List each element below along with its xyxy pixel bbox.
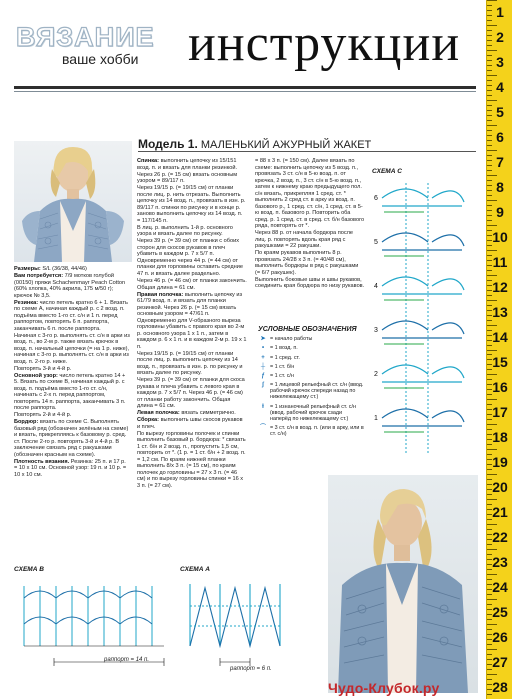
header-divider xyxy=(14,86,476,89)
paragraph xyxy=(137,417,247,430)
ruler-tick xyxy=(487,250,497,251)
ruler-tick xyxy=(487,409,492,410)
ruler-tick xyxy=(487,414,492,415)
ruler-tick xyxy=(487,85,492,86)
ruler-tick xyxy=(487,679,492,680)
ruler-tick xyxy=(487,524,497,525)
ruler-tick xyxy=(487,364,492,365)
scheme-c-diagram xyxy=(372,178,472,458)
legend-item xyxy=(256,373,364,379)
paragraph xyxy=(255,250,365,276)
paragraph-heading: Плотность вязания. xyxy=(14,458,70,465)
brand-title: ВЯЗАНИЕ xyxy=(16,22,155,52)
ruler-label: 7 xyxy=(496,154,504,171)
ruler-tick xyxy=(487,604,492,605)
ruler-tick xyxy=(487,170,492,171)
ruler-tick xyxy=(487,160,492,161)
paragraph xyxy=(137,185,247,224)
ruler-tick xyxy=(487,689,492,690)
ruler-tick xyxy=(487,549,497,550)
paragraph-heading: Основной узор: xyxy=(14,372,58,379)
ruler-tick xyxy=(487,55,492,56)
paragraph xyxy=(255,230,365,250)
ruler-tick xyxy=(487,25,497,26)
ruler-tick xyxy=(487,464,492,465)
ruler-tick xyxy=(487,345,492,346)
legend-item xyxy=(256,425,364,437)
ruler-label: 13 xyxy=(492,304,508,321)
ruler-tick xyxy=(487,275,497,276)
paragraph-text: Через 26 р. (= 15 см) вязать основным узором = 89/117 п. xyxy=(137,171,238,184)
paragraph-text: выполнить швы скосов рукавов и плеч. xyxy=(137,417,243,430)
ruler-tick xyxy=(487,90,492,91)
ruler-label: 15 xyxy=(492,353,508,370)
model-photo-front xyxy=(14,141,132,262)
ruler-tick xyxy=(487,235,492,236)
ruler-tick xyxy=(487,499,497,500)
paragraph-heading: Бордюр: xyxy=(14,419,39,425)
legend-item xyxy=(256,404,364,422)
ruler-tick xyxy=(487,509,492,510)
ruler-tick xyxy=(487,579,492,580)
ruler-tick xyxy=(487,654,492,655)
ruler-tick xyxy=(487,140,492,141)
paragraph xyxy=(14,412,130,419)
paragraph xyxy=(14,373,130,412)
ruler-tick xyxy=(487,120,492,121)
ruler-tick xyxy=(487,270,492,271)
ruler-tick xyxy=(487,609,492,610)
ruler-label: 20 xyxy=(492,478,508,495)
paragraph xyxy=(255,158,365,230)
scheme-a-repeat: раппорт = 6 п. xyxy=(230,666,272,672)
scheme-c-row-number: 2 xyxy=(374,371,378,378)
scheme-c-motif xyxy=(382,277,464,294)
ruler-tick xyxy=(487,539,492,540)
legend-symbol-icon: ➤ xyxy=(260,336,266,342)
legend-symbol-icon: ∫ xyxy=(262,382,264,389)
ruler-tick xyxy=(487,504,492,505)
legend-symbol-icon: ƒ xyxy=(261,373,265,380)
ruler-label: 28 xyxy=(492,678,508,695)
ruler-tick xyxy=(487,155,492,156)
legend-text: = 1 сред. ст. xyxy=(270,354,300,361)
paragraph-heading: Спинка: xyxy=(137,158,160,164)
legend-text: = 3 ст. с/н в возд. п. (или в арку, или в ст. с/н) xyxy=(270,425,364,438)
legend-symbol-icon: • xyxy=(261,345,265,352)
ruler-tick xyxy=(487,399,497,400)
ruler-tick xyxy=(487,295,492,296)
ruler-tick xyxy=(487,439,492,440)
scheme-c-motif xyxy=(382,321,464,338)
paragraph-text: Через 46 р. (= 46 см) от планки закончить. xyxy=(137,277,247,284)
paragraph-heading: Правая полочка: xyxy=(137,291,184,298)
ruler-tick xyxy=(487,60,492,61)
ruler-tick xyxy=(487,459,492,460)
paragraph xyxy=(137,285,247,292)
ruler-tick xyxy=(487,594,492,595)
ruler-tick xyxy=(487,180,492,181)
ruler-tick xyxy=(487,195,492,196)
ruler-tick xyxy=(487,260,492,261)
ruler-tick xyxy=(487,65,492,66)
paragraph-heading: Сборка: xyxy=(137,417,160,423)
paragraph-heading: Резинка: xyxy=(14,299,39,306)
scheme-b-repeat: раппорт = 14 п. xyxy=(104,657,150,663)
legend-text: = 1 лицевой рельефный ст. с/н (ввод. рабочий крючок спереди назад по нижележащему ст.) xyxy=(270,382,364,401)
ruler-tick xyxy=(487,434,492,435)
ruler-label: 6 xyxy=(496,129,504,146)
paragraph-text: Повторять 2-й и 4-й р. xyxy=(14,412,72,418)
paragraph xyxy=(137,158,247,171)
paragraph xyxy=(137,431,247,490)
paragraph-text: По краям рукавов выполнить 8 р. провязать 24/28 х 3 п. (= 40/48 см), выполнить бордюры в ряд с ракушками (= 6/7 ракушек). xyxy=(255,250,359,276)
ruler-tick xyxy=(487,240,492,241)
ruler-tick xyxy=(487,225,497,226)
ruler-tick xyxy=(487,624,497,625)
ruler-tick xyxy=(487,694,492,695)
ruler-label: 4 xyxy=(496,79,504,96)
legend-text: = 1 ст. с/н xyxy=(270,373,294,380)
paragraph xyxy=(14,459,130,479)
paragraph xyxy=(14,419,130,458)
ruler-tick xyxy=(487,185,492,186)
legend-text: = 1 ст. б/н xyxy=(270,363,295,370)
paragraph-text: Общая длина = 61 см. xyxy=(137,284,196,291)
ruler-tick xyxy=(487,15,492,16)
paragraph xyxy=(137,238,247,277)
ruler-tick xyxy=(487,30,492,31)
ruler-tick xyxy=(487,634,492,635)
scheme-b-diagram xyxy=(14,576,174,676)
ruler-tick xyxy=(487,599,497,600)
ruler-tick xyxy=(487,190,492,191)
ruler-tick xyxy=(487,265,492,266)
legend xyxy=(256,336,364,440)
paragraph xyxy=(14,273,130,299)
ruler-tick xyxy=(487,105,492,106)
ruler-tick xyxy=(487,479,492,480)
ruler-tick xyxy=(487,564,492,565)
ruler-label: 5 xyxy=(496,104,504,121)
ruler-tick xyxy=(487,529,492,530)
ruler-label: 24 xyxy=(492,578,508,595)
paragraph-text: Через 19/15 р. (= 19/15 см) от планки после лиц. р. нить отрезать. Выполнить цепочку из 14 возд. п., провязать в изн. р. 89/117 п. спинки по рисунку и в конце р. заново выполнить цепочку из 14 возд. п. = 117/145 п. xyxy=(137,185,246,224)
ruler-tick xyxy=(487,629,492,630)
ruler-tick xyxy=(487,494,492,495)
ruler-tick xyxy=(487,300,497,301)
paragraph-heading: Размеры: xyxy=(14,266,41,272)
model-name: МАЛЕНЬКИЙ АЖУРНЫЙ ЖАКЕТ xyxy=(200,139,372,151)
ruler-tick xyxy=(487,75,497,76)
ruler-label: 26 xyxy=(492,628,508,645)
legend-title: УСЛОВНЫЕ ОБОЗНАЧЕНИЯ xyxy=(258,326,357,333)
ruler-tick xyxy=(487,285,492,286)
ruler-label: 27 xyxy=(492,653,508,670)
paragraph-text: вязать по схеме С. Выполнять базовый ряд (обозначен зелёным на схеме) и вязать, прикрепляясь к базовому р. сред. ст. После 2-го р. повторять 3-й и 4-й р. В заключение связать ряд с ракушками (обозначен красным на схеме). xyxy=(14,419,129,458)
paragraph xyxy=(14,266,130,273)
ruler-tick xyxy=(487,619,492,620)
scheme-c-label: СХЕМА С xyxy=(372,168,402,175)
ruler-tick xyxy=(487,110,492,111)
ruler-tick xyxy=(487,674,497,675)
ruler-label: 22 xyxy=(492,528,508,545)
model-divider xyxy=(138,151,476,152)
paragraph xyxy=(137,410,247,417)
ruler-tick xyxy=(487,589,492,590)
paragraph-text: число петель кратно 14 + 5. Вязать по схеме В, начиная каждый р. с возд. п. подъёма вместо 1-го ст. с/н, начинать с 2-х п. перед раппортом, повторять 14 п. раппорта, заканчивать 3 п. после раппорта. xyxy=(14,372,126,411)
ruler-tick xyxy=(487,70,492,71)
ruler-tick xyxy=(487,135,492,136)
ruler-tick xyxy=(487,80,492,81)
ruler-tick xyxy=(487,20,492,21)
paragraph-text: 7/9 мотков голубой (00150) пряжи Schachenmayr Peach Cotton (60% хлопка, 40% акрила, 175 м/50 г); крючок № 3,5. xyxy=(14,273,126,299)
paragraph-heading: Левая полочка: xyxy=(137,410,180,416)
scheme-c-motif xyxy=(382,233,464,250)
ruler-tick xyxy=(487,419,492,420)
ruler-tick xyxy=(487,50,497,51)
scheme-b xyxy=(14,566,174,686)
scheme-c-row-number: 3 xyxy=(374,327,378,334)
paragraph-text: вязать симметрично. xyxy=(179,410,236,416)
ruler-tick xyxy=(487,230,492,231)
ruler-tick xyxy=(487,125,497,126)
paragraph-text: В лиц. р. выполнить 1-й р. основного узора и вязать далее по рисунку. xyxy=(137,224,233,237)
ruler-tick xyxy=(487,584,492,585)
ruler-tick xyxy=(487,519,492,520)
paragraph xyxy=(14,366,130,373)
ruler-tick xyxy=(487,684,492,685)
ruler-tick xyxy=(487,200,497,201)
ruler-label: 11 xyxy=(492,254,508,271)
ruler-tick xyxy=(487,335,492,336)
ruler-tick xyxy=(487,145,492,146)
paragraph xyxy=(137,351,247,377)
ruler-tick xyxy=(487,280,492,281)
measuring-ruler xyxy=(486,0,512,699)
paragraph-text: Повторять 3-й и 4-й р. xyxy=(14,365,72,372)
ruler-tick xyxy=(487,255,492,256)
ruler-tick xyxy=(487,474,497,475)
ruler-tick xyxy=(487,424,497,425)
page-title: инструкции xyxy=(188,15,461,72)
ruler-tick xyxy=(487,544,492,545)
paragraph-text: Начиная с 3-го р. выполнять ст. с/н в арки из возд. п., во 2-м р. также вязать крючок в возд. п. начальный цепочки (= на 1 р. ниже), начиная с 3-го р. выполнять ст. с/н в арки из возд. п. 2-го р. ниже. xyxy=(14,332,130,365)
legend-text: = 1 изнаночный рельефный ст. с/н (ввод. рабочий крючок сзади наперёд по нижележащему ст.) xyxy=(270,403,356,422)
paragraph xyxy=(14,300,130,333)
legend-item xyxy=(256,382,364,400)
ruler-tick xyxy=(487,644,492,645)
ruler-tick xyxy=(487,35,492,36)
scheme-c-motif xyxy=(382,189,464,206)
paragraph-text: число петель кратно 6 + 1. Вязать по схеме А, начиная каждый р. с 2 возд. п. подъёма вместо 1-го ст. с/н и 1 п. перед раппортом, повторять 6 п. раппорта, заканчивать 6 п. после раппорта. xyxy=(14,299,128,332)
site-name: Чудо-Клубок.ру xyxy=(328,680,440,696)
ruler-tick xyxy=(487,379,492,380)
ruler-label: 14 xyxy=(492,329,508,346)
legend-symbol-icon: Ɨ xyxy=(262,403,264,410)
ruler-tick xyxy=(487,315,492,316)
scheme-c-motif xyxy=(382,409,464,426)
ruler-label: 2 xyxy=(496,29,504,46)
ruler-tick xyxy=(487,664,492,665)
paragraph xyxy=(137,278,247,285)
paragraph-text: Через 39 р. (= 39 см) от планки для скоса рукава и плеча убавить с левого края в каждом р. 7 х 5/7 п. Через 46 р. (= 46 см) от планки работу закончить. Общая длина = 61 см. xyxy=(137,377,245,409)
ruler-tick xyxy=(487,220,492,221)
legend-symbol-icon: + xyxy=(261,354,265,361)
ruler-tick xyxy=(487,215,492,216)
ruler-tick xyxy=(487,454,492,455)
ruler-tick xyxy=(487,469,492,470)
ruler-tick xyxy=(487,205,492,206)
ruler-tick xyxy=(487,569,492,570)
model-heading xyxy=(138,137,371,151)
ruler-tick xyxy=(487,659,492,660)
ruler-tick xyxy=(487,389,492,390)
paragraph-text: Через 88 р. от начала бордюра после лиц. р. повторять вдоль края ряд с ракушками = 22 ракушки. xyxy=(255,230,354,249)
paragraph-text: По вырезу горловины полочек и спинки выполнить базовый р. бордюра: * связать 1 ст. б/н и 2 возд. п., пропустить 1,5 см, повторить от *. (1 р. = 1 ст. б/н + 2 возд. п. = 1,2 см. По краям нижней планки выполнить 8/х 3 п. (= 15 см), по краям полочек до горловины = 27 х 3 п. (= 46 см) и по вырезу горловины спинки = 16 х 3 п. (= 27 см). xyxy=(137,430,246,489)
ruler-tick xyxy=(487,175,497,176)
ruler-tick xyxy=(487,429,492,430)
ruler-tick xyxy=(487,45,492,46)
text-column-right xyxy=(255,158,365,326)
paragraph xyxy=(137,172,247,185)
ruler-tick xyxy=(487,150,497,151)
ruler-tick xyxy=(487,290,492,291)
ruler-tick xyxy=(487,115,492,116)
ruler-tick xyxy=(487,10,492,11)
ruler-label: 1 xyxy=(496,4,504,21)
paragraph xyxy=(255,277,365,290)
legend-item xyxy=(256,345,364,351)
ruler-tick xyxy=(487,484,492,485)
ruler-tick xyxy=(487,559,492,560)
ruler-tick xyxy=(487,5,492,6)
ruler-tick xyxy=(487,325,497,326)
paragraph xyxy=(14,333,130,366)
ruler-tick xyxy=(487,374,497,375)
ruler-tick xyxy=(487,330,492,331)
scheme-b-label: СХЕМА В xyxy=(14,566,44,573)
paragraph xyxy=(137,225,247,238)
ruler-label: 8 xyxy=(496,179,504,196)
paragraph-text: = 88 х 3 п. (= 150 см). Далее вязать по схеме: выполнить цепочку из 5 возд. п., провязать 3 ст. с/н в 5-ю возд. п. от крючка, 2 возд. п., 3 ст. с/н в 5-ю возд. п., затем к нижнему краю предыдущего пол. с/н вязать, прикрепляя 1 сред. ст. * выполнить 2 сред ст. в арку из возд. п. базового р., 1 сред. ст. с/н, 1 сред. ст. в 5-ю возд. п. базового р. Повторить оба сред. р. 1 сред. ст. в сред. ст. б/н базового ряда, повторять от *. xyxy=(255,158,365,229)
text-column-left xyxy=(14,266,130,566)
brand-logo xyxy=(16,22,156,84)
ruler-tick xyxy=(487,554,492,555)
ruler-tick xyxy=(487,340,492,341)
ruler-tick xyxy=(487,574,497,575)
ruler-tick xyxy=(487,649,497,650)
ruler-label: 25 xyxy=(492,603,508,620)
ruler-tick xyxy=(487,359,492,360)
ruler-tick xyxy=(487,614,492,615)
model-number: Модель 1. xyxy=(138,137,198,151)
scheme-c-row-number: 4 xyxy=(374,283,378,290)
legend-text: = 1 возд. п. xyxy=(270,345,298,352)
legend-item xyxy=(256,355,364,361)
ruler-tick xyxy=(487,165,492,166)
ruler-tick xyxy=(487,95,492,96)
paragraph-text: Резинка: 25 п. и 17 р. = 10 х 10 см. Основной узор: 19 п. и 10 р. = 10 х 10 см. xyxy=(14,458,127,478)
ruler-tick xyxy=(487,0,497,1)
ruler-label: 18 xyxy=(492,428,508,445)
ruler-label: 10 xyxy=(492,229,508,246)
ruler-tick xyxy=(487,534,492,535)
model-photo-closeup xyxy=(328,475,478,693)
scheme-c-row-number: 1 xyxy=(374,415,378,422)
ruler-tick xyxy=(487,669,492,670)
legend-symbol-icon: ⌒ xyxy=(259,425,266,432)
ruler-label: 3 xyxy=(496,54,504,71)
ruler-label: 19 xyxy=(492,453,508,470)
text-column-middle xyxy=(137,158,247,566)
brand-subtitle: ваше хобби xyxy=(62,51,139,67)
scheme-c xyxy=(372,168,472,458)
ruler-tick xyxy=(487,384,492,385)
scheme-c-row-number: 6 xyxy=(374,195,378,202)
legend-symbol-icon: ┼ xyxy=(260,363,266,370)
paragraph-text: выполнить цепочку из 15/151 возд. п. и вязать для планки резинкой. xyxy=(137,158,238,171)
header-divider-thin xyxy=(14,91,476,92)
ruler-tick xyxy=(487,639,492,640)
paragraph xyxy=(137,377,247,410)
paragraph-heading: Вам потребуется: xyxy=(14,273,64,279)
ruler-tick xyxy=(487,305,492,306)
scheme-a xyxy=(180,566,290,686)
scheme-a-diagram xyxy=(180,576,290,676)
ruler-label: 21 xyxy=(492,503,508,520)
ruler-tick xyxy=(487,40,492,41)
ruler-tick xyxy=(487,245,492,246)
ruler-tick xyxy=(487,320,492,321)
paragraph xyxy=(137,292,247,351)
ruler-tick xyxy=(487,130,492,131)
ruler-label: 23 xyxy=(492,553,508,570)
ruler-tick xyxy=(487,210,492,211)
scheme-a-label: СХЕМА А xyxy=(180,566,210,573)
ruler-label: 9 xyxy=(496,204,504,221)
ruler-tick xyxy=(487,354,492,355)
paragraph-text: Выполнить боковые швы и швы рукавов, соединить края бордюра по низу рукавов. xyxy=(255,276,365,289)
ruler-tick xyxy=(487,489,492,490)
ruler-label: 17 xyxy=(492,403,508,420)
ruler-tick xyxy=(487,369,492,370)
paragraph-text: выполнить цепочку из 61/79 возд. п. и вязать для планки резинкой. Через 26 р. (= 15 см) вязать основным узором = 47/61 п. Одновременно для V-образного выреза горловины убавить с правого края во 2-м р. основного узора 1 х 1 п., затем в каждом р. 6 х 1 п. и в каждом 2-м р. 19 х 1 п. xyxy=(137,291,247,350)
ruler-label: 12 xyxy=(492,279,508,296)
paragraph-text: Через 39 р. (= 39 см) от планки с обоих сторон для скосов рукавов в плеч убавить в каждом р. 7 х 5/7 п. Одновременно через 44 р. (= 44 см) от планки для горловины оставить средние 47 п. и вязать далее раздельно. xyxy=(137,238,244,277)
legend-item xyxy=(256,336,364,342)
ruler-tick xyxy=(487,404,492,405)
scheme-c-motif xyxy=(382,365,464,382)
paragraph-text: S/L (36/38, 44/46) xyxy=(40,266,87,272)
ruler-tick xyxy=(487,350,497,351)
ruler-tick xyxy=(487,449,497,450)
ruler-tick xyxy=(487,100,497,101)
ruler-tick xyxy=(487,514,492,515)
paragraph-text: Через 19/15 р. (= 19/15 см) от планки после лиц. р. выполнить цепочку из 14 возд. п., провязать в изн. р. по рисунку и вязать далее по рисунку. xyxy=(137,350,243,376)
ruler-label: 16 xyxy=(492,378,508,395)
legend-text: = начало работы xyxy=(270,336,313,342)
ruler-tick xyxy=(487,310,492,311)
scheme-c-row-number: 5 xyxy=(374,239,378,246)
legend-item xyxy=(256,364,364,370)
ruler-tick xyxy=(487,444,492,445)
ruler-tick xyxy=(487,394,492,395)
